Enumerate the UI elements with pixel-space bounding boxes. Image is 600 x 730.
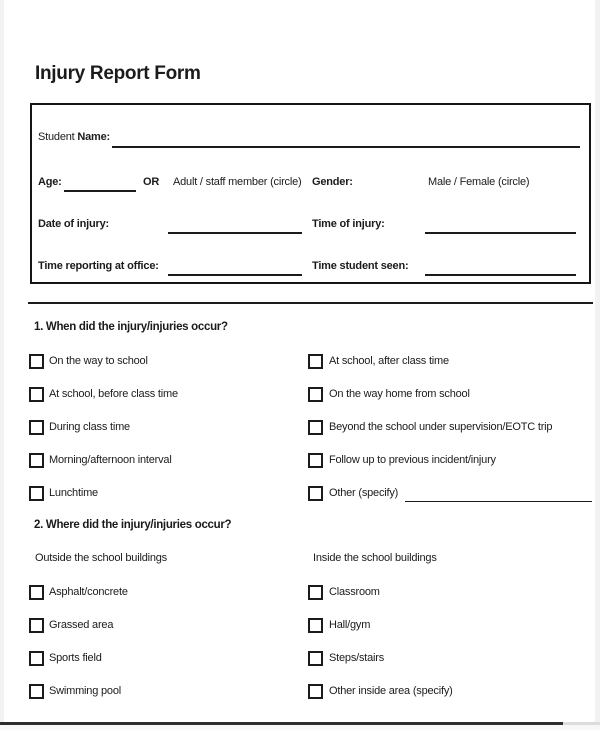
option-label: Grassed area — [49, 619, 114, 631]
option-label: Classroom — [329, 586, 380, 598]
section1-heading: 1. When did the injury/injuries occur? — [34, 321, 228, 333]
option-label: Swimming pool — [49, 685, 121, 697]
option-label: At school, after class time — [329, 355, 449, 367]
checkbox[interactable] — [29, 618, 44, 633]
checkbox-row-after-class-time — [308, 354, 449, 369]
time-reporting-label: Time reporting at office: — [38, 260, 159, 272]
checkbox[interactable] — [308, 453, 323, 468]
option-label: Follow up to previous incident/injury — [329, 454, 496, 466]
checkbox[interactable] — [29, 453, 44, 468]
checkbox-row-other-inside-area — [308, 684, 453, 699]
checkbox-row-sports-field — [29, 651, 102, 666]
option-label: On the way to school — [49, 355, 148, 367]
checkbox[interactable] — [29, 684, 44, 699]
date-of-injury-label: Date of injury: — [38, 218, 109, 230]
checkbox[interactable] — [29, 354, 44, 369]
checkbox-row-beyond-school-supervision — [308, 420, 552, 435]
time-of-injury-input-line[interactable] — [425, 232, 576, 234]
section-divider-rule — [28, 302, 593, 304]
outside-buildings-header: Outside the school buildings — [35, 552, 167, 564]
checkbox[interactable] — [308, 354, 323, 369]
page-title: Injury Report Form — [35, 63, 201, 84]
checkbox-row-morning-afternoon-interval — [29, 453, 172, 468]
student-name-word-bold: Name: — [77, 131, 111, 143]
checkbox-row-during-class-time — [29, 420, 130, 435]
checkbox-row-asphalt-concrete — [29, 585, 128, 600]
option-label: Asphalt/concrete — [49, 586, 128, 598]
student-name-label — [38, 131, 110, 143]
below-page-area — [0, 725, 600, 730]
option-label: On the way home from school — [329, 388, 470, 400]
adult-staff-circle-label[interactable]: Adult / staff member (circle) — [173, 176, 302, 188]
checkbox[interactable] — [29, 486, 44, 501]
checkbox[interactable] — [308, 420, 323, 435]
gender-label: Gender: — [312, 176, 353, 188]
age-label: Age: — [38, 176, 62, 188]
option-label: Hall/gym — [329, 619, 371, 631]
checkbox[interactable] — [308, 486, 323, 501]
student-name-input-line[interactable] — [112, 146, 580, 148]
checkbox[interactable] — [308, 684, 323, 699]
checkbox-row-swimming-pool — [29, 684, 121, 699]
checkbox-row-steps-stairs — [308, 651, 384, 666]
checkbox[interactable] — [308, 651, 323, 666]
date-of-injury-input-line[interactable] — [168, 232, 302, 234]
time-student-seen-input-line[interactable] — [425, 274, 576, 276]
checkbox[interactable] — [29, 585, 44, 600]
student-info-box — [30, 103, 591, 284]
other-specify-input-line[interactable] — [405, 501, 592, 502]
checkbox-row-lunchtime — [29, 486, 98, 501]
page-left-edge — [0, 0, 4, 730]
time-reporting-input-line[interactable] — [168, 274, 302, 276]
option-label: Sports field — [49, 652, 102, 664]
inside-buildings-header: Inside the school buildings — [313, 552, 437, 564]
option-label: Other (specify) — [329, 487, 399, 499]
option-label: Lunchtime — [49, 487, 98, 499]
option-label: Other inside area (specify) — [329, 685, 453, 697]
checkbox[interactable] — [29, 420, 44, 435]
option-label: During class time — [49, 421, 130, 433]
checkbox-row-on-way-to-school — [29, 354, 148, 369]
checkbox-row-before-class-time — [29, 387, 178, 402]
checkbox-row-classroom — [308, 585, 380, 600]
time-of-injury-label: Time of injury: — [312, 218, 385, 230]
checkbox-row-way-home-from-school — [308, 387, 470, 402]
checkbox[interactable] — [29, 651, 44, 666]
age-input-line[interactable] — [64, 190, 136, 192]
page-right-edge — [595, 0, 600, 730]
checkbox[interactable] — [308, 618, 323, 633]
time-student-seen-label: Time student seen: — [312, 260, 409, 272]
checkbox-row-hall-gym — [308, 618, 370, 633]
option-label: Steps/stairs — [329, 652, 385, 664]
option-label: At school, before class time — [49, 388, 178, 400]
section2-heading: 2. Where did the injury/injuries occur? — [34, 519, 232, 531]
gender-options-circle-label[interactable]: Male / Female (circle) — [428, 176, 530, 188]
checkbox[interactable] — [308, 387, 323, 402]
student-name-word: Student — [38, 131, 75, 143]
or-label: OR — [143, 176, 160, 188]
option-label: Morning/afternoon interval — [49, 454, 172, 466]
checkbox-row-grassed-area — [29, 618, 113, 633]
option-label: Beyond the school under supervision/EOTC trip — [329, 421, 553, 433]
checkbox-row-follow-up-previous-incident — [308, 453, 496, 468]
checkbox-row-other-specify — [308, 486, 398, 501]
checkbox[interactable] — [29, 387, 44, 402]
checkbox[interactable] — [308, 585, 323, 600]
